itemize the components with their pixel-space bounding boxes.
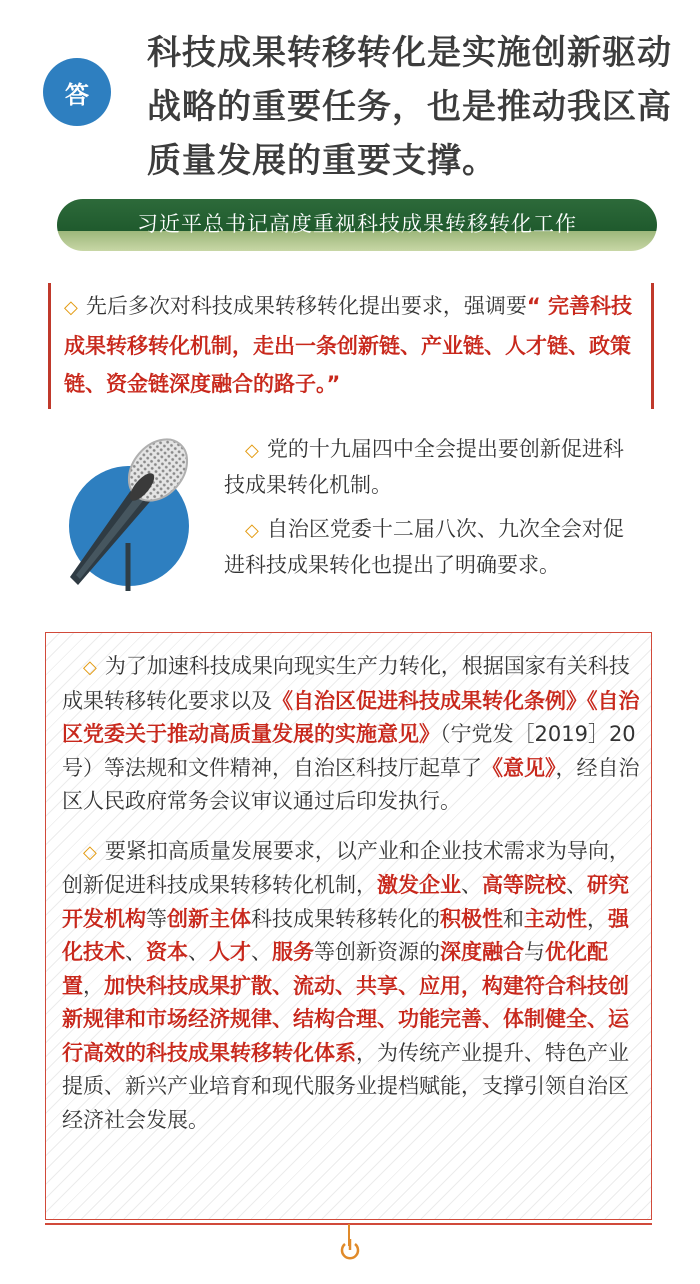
paragraph-2: ◇ 要紧扣高质量发展要求，以产业和企业技术需求为导向，创新促进科技成果转移转化机制，激发企业、高等院校、研究开发机构等创新主体科技成果转移转化的积极性和主动性，强化技术、资本、人才、服务等创新资源的深度融合与优化配置，加快科技成果扩散、流动、共享、应用，构建符合科技创新规律和市场经济规律、结构合理、功能完善、体制健全、运行高效的科技成果转移转化体系，为传统产业提升、特色产业提质、新兴产业培育和现代服务业提档赋能，支撑引领自治区经济社会发展。 <box>62 838 630 1132</box>
mic-item: ◇ 自治区党委十二届八次、九次全会对促进科技成果转化也提出了明确要求。 <box>224 517 624 577</box>
mic-section-text <box>224 432 644 592</box>
main-text <box>62 650 642 1153</box>
microphone-icon <box>40 425 210 595</box>
headline: 科技成果转移转化是实施创新驱动战略的重要任务，也是推动我区高质量发展的重要支撑。 <box>147 33 672 181</box>
section-banner: 习近平总书记高度重视科技成果转移转化工作 <box>57 199 657 251</box>
diamond-icon: ◇ <box>245 440 259 461</box>
power-icon <box>339 1238 361 1262</box>
diamond-icon: ◇ <box>83 841 97 863</box>
quote-text <box>64 287 644 403</box>
quote-emphasis: “ 完善科技成果转移转化机制，走出一条创新链、产业链、人才链、政策链、资金链深度融合的路子。” <box>64 294 632 396</box>
diamond-icon: ◇ <box>83 657 97 678</box>
paragraph-1: ◇ 为了加速科技成果向现实生产力转化，根据国家有关科技成果转移转化要求以及《自治区促进科技成果转化条例》《自治区党委关于推动高质量发展的实施意见》（宁党发［2019］20号）等法规和文件精神，自治区科技厅起草了《意见》，经自治区人民政府常务会议审议通过后印发执行。 <box>62 654 640 813</box>
quote-intro: 先后多次对科技成果转移转化提出要求，强调要 <box>85 294 527 318</box>
diamond-icon: ◇ <box>245 520 259 541</box>
mic-item: ◇ 党的十九届四中全会提出要创新促进科技成果转化机制。 <box>224 437 624 497</box>
answer-badge: 答 <box>43 58 111 126</box>
diamond-icon: ◇ <box>64 297 78 318</box>
